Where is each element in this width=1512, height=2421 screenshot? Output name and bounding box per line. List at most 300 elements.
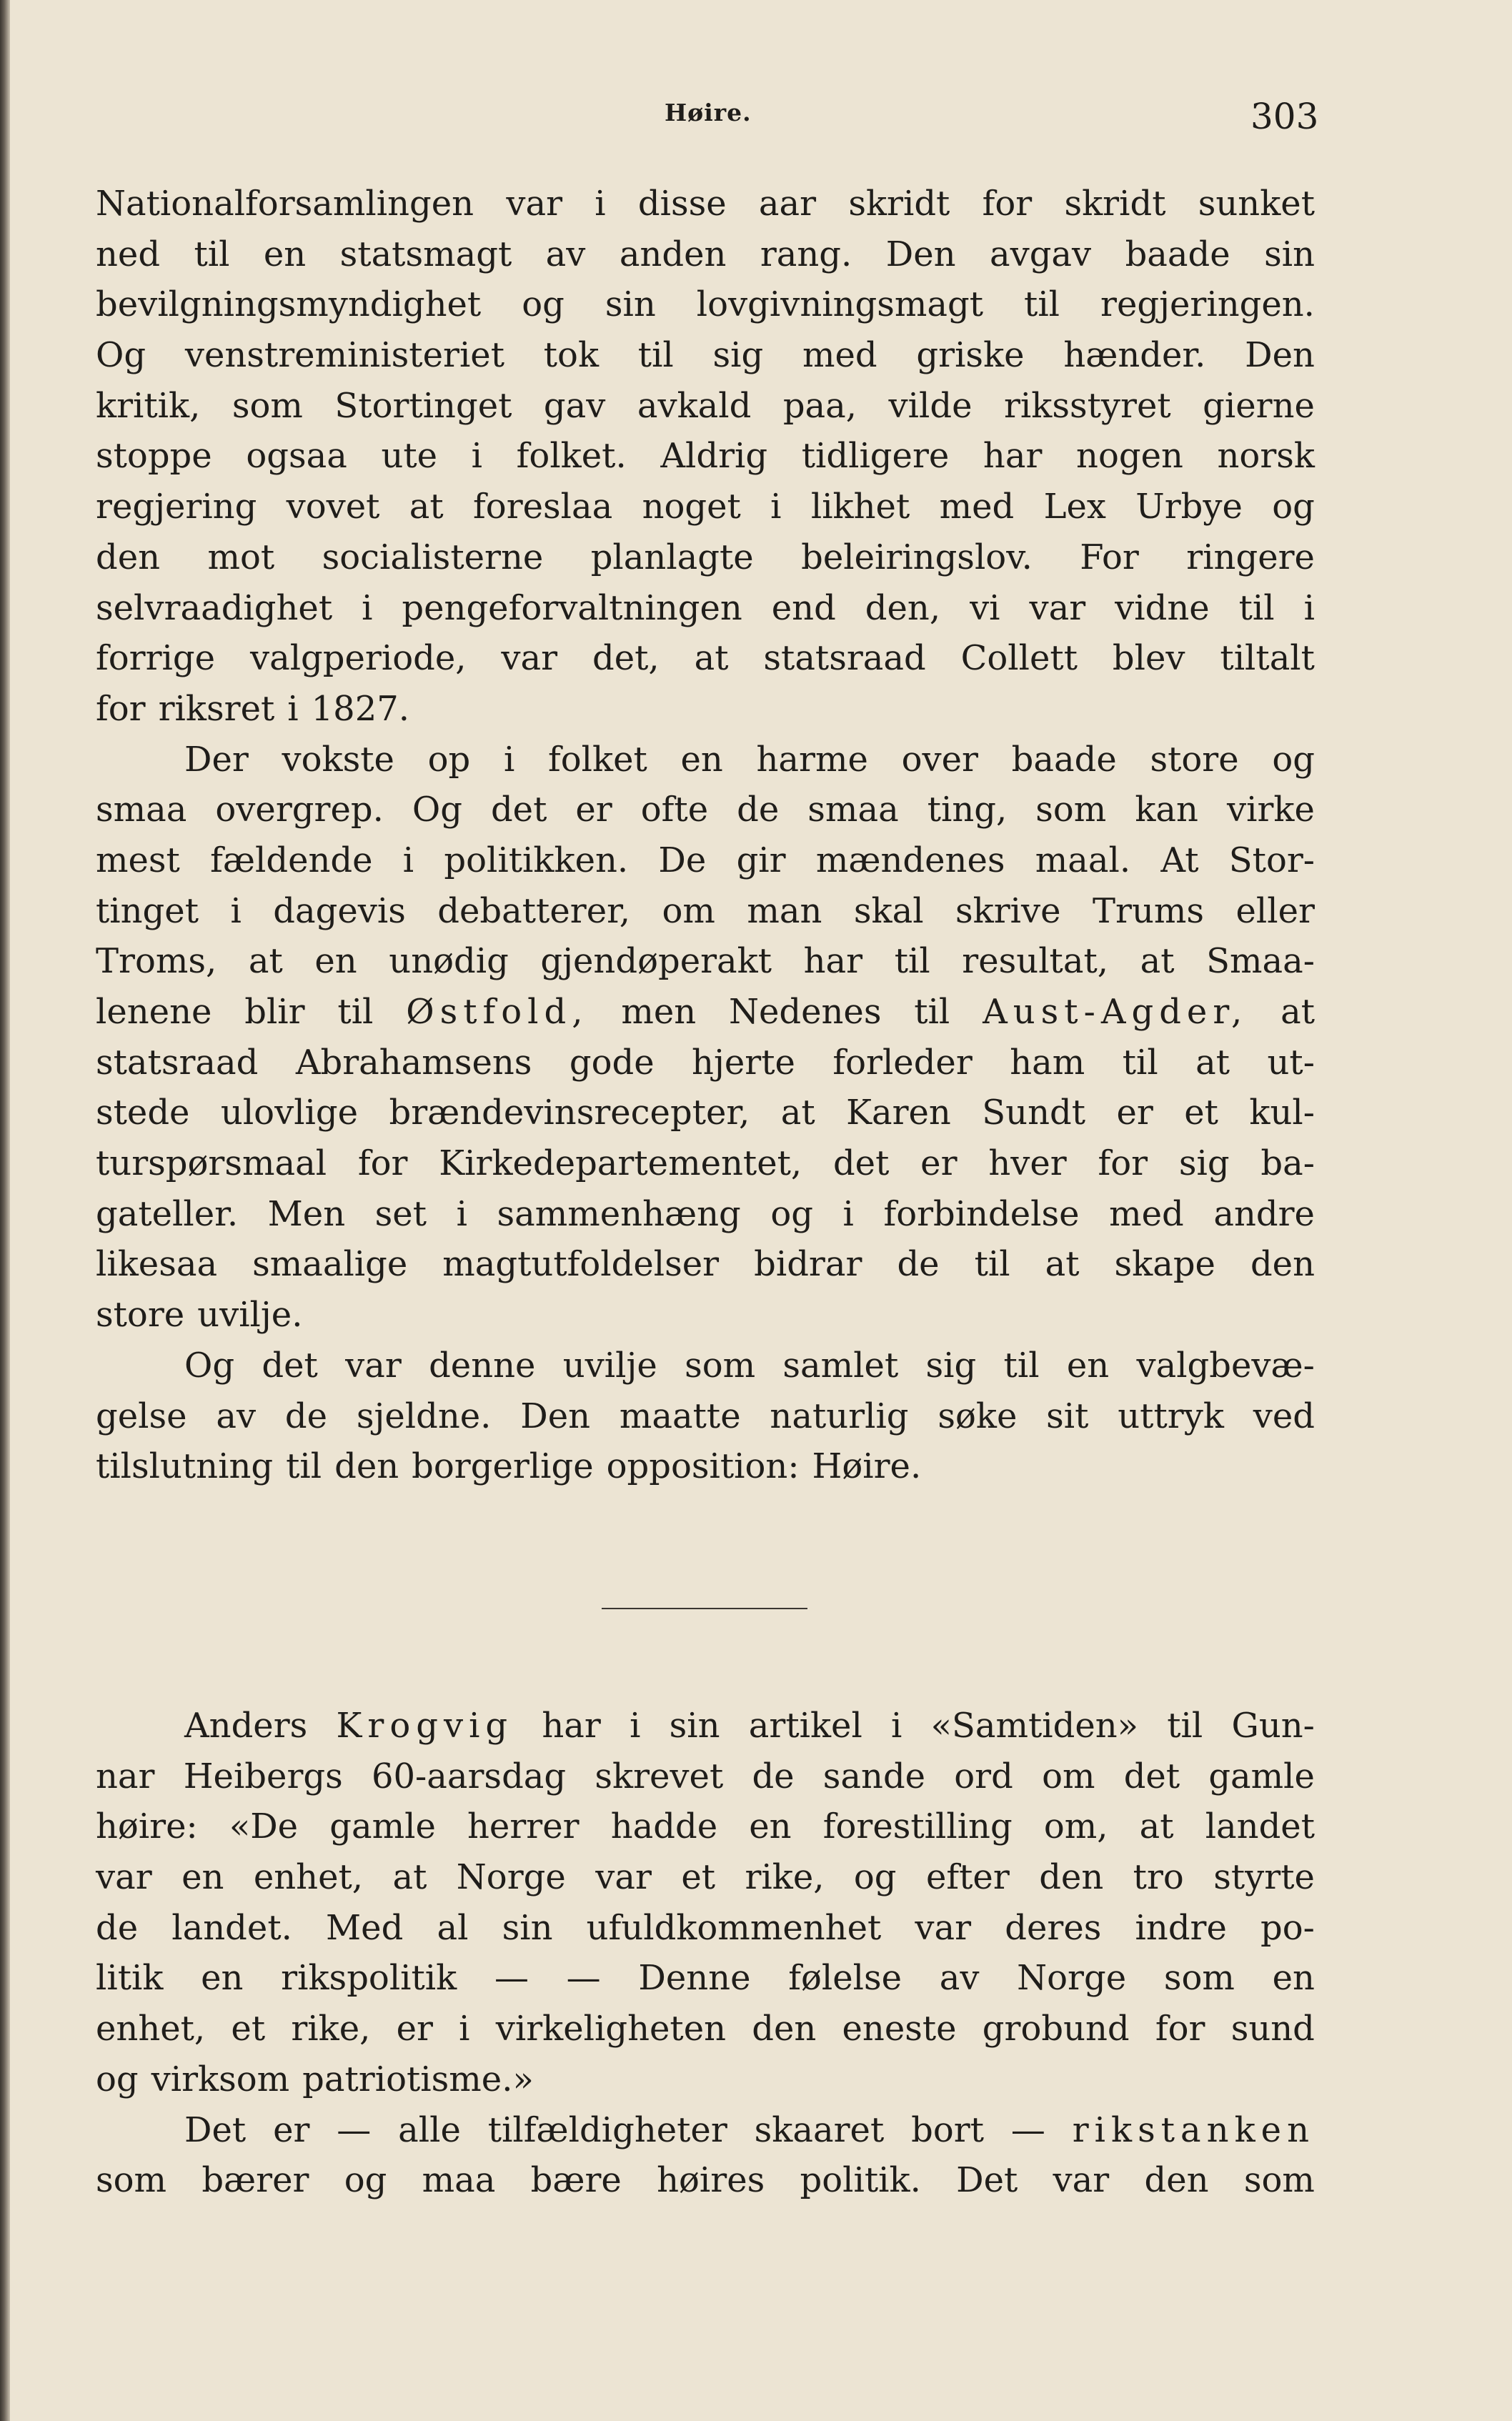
text-line — [96, 1391, 1315, 1442]
word: i — [770, 487, 782, 527]
word: smaalige — [252, 1244, 408, 1285]
word: maal. — [1035, 840, 1131, 880]
word: avkald — [637, 385, 752, 426]
word: følelse — [788, 1958, 902, 1999]
word: til — [286, 1446, 322, 1487]
word: enhet, — [253, 1857, 364, 1898]
word: hadde — [610, 1806, 718, 1847]
word: politik. — [800, 2160, 921, 2201]
text-line — [96, 1701, 1315, 1751]
word: ham — [1010, 1042, 1085, 1083]
word: ting, — [927, 790, 1008, 830]
word: er — [920, 1143, 958, 1184]
running-head — [0, 96, 1512, 141]
word: en — [181, 1857, 224, 1898]
word: at — [694, 638, 729, 679]
text-line — [96, 1290, 1315, 1341]
paragraph-4 — [96, 1701, 1315, 2105]
word: set — [374, 1193, 427, 1234]
word: Aldrig — [660, 436, 768, 477]
word: den — [1144, 2160, 1209, 2201]
word: for — [96, 688, 146, 729]
word: deres — [1005, 1907, 1102, 1948]
word: gode — [569, 1042, 655, 1083]
word: Med — [326, 1907, 404, 1948]
word: til — [1167, 1706, 1203, 1746]
word: i — [503, 739, 515, 780]
word: turspørsmaal — [96, 1143, 327, 1184]
word: indre — [1135, 1907, 1227, 1948]
word: skridt — [848, 184, 950, 224]
word: rike, — [291, 2009, 371, 2049]
word: blev — [1112, 638, 1185, 679]
word: i — [230, 890, 242, 931]
word: for — [982, 184, 1033, 224]
page-number: 303 — [1250, 96, 1319, 137]
word: sammenhæng — [497, 1193, 741, 1234]
word: og — [770, 1193, 813, 1234]
word: tilfældigheter — [487, 2109, 727, 2150]
word: men — [621, 992, 697, 1032]
word: Men — [267, 1193, 346, 1234]
text-line — [96, 2054, 1315, 2105]
word: disse — [637, 184, 727, 224]
word: var — [1029, 587, 1086, 628]
word: sunket — [1198, 184, 1315, 224]
text-line — [96, 482, 1315, 532]
word: de — [96, 1907, 139, 1948]
word: skrive — [955, 890, 1061, 931]
word: til — [914, 992, 950, 1032]
word: denne — [429, 1345, 536, 1386]
word: virksom — [151, 2059, 290, 2099]
word: ned — [96, 234, 161, 274]
word: var — [595, 1857, 652, 1898]
word: kan — [1135, 790, 1198, 830]
text-block-lower — [96, 1701, 1315, 2206]
word: sig — [712, 335, 764, 376]
word: politikken. — [444, 840, 629, 880]
word: smaa — [807, 790, 899, 830]
word: at — [409, 487, 444, 527]
word: Den — [1245, 335, 1315, 376]
word: Abrahamsens — [295, 1042, 532, 1083]
word: opposition: — [606, 1446, 800, 1487]
text-line — [96, 279, 1315, 330]
word: de — [737, 790, 780, 830]
word: at — [1139, 1806, 1174, 1847]
word: likesaa — [96, 1244, 218, 1285]
text-line — [96, 179, 1315, 229]
word: den — [752, 2009, 817, 2049]
word: det — [262, 1345, 318, 1386]
word: var — [915, 1907, 972, 1948]
word: mot — [207, 537, 275, 577]
word: uttryk — [1118, 1396, 1224, 1436]
word: riksret — [158, 688, 275, 729]
word: tinget — [96, 890, 199, 931]
text-line — [96, 1751, 1315, 1802]
word: som — [1035, 790, 1107, 830]
word: en — [314, 941, 357, 982]
word: gjendøperakt — [540, 941, 772, 982]
word: søke — [937, 1396, 1018, 1436]
word: borgerlige — [412, 1446, 594, 1487]
text-line — [96, 633, 1315, 684]
word: sin — [1264, 234, 1315, 274]
word: tok — [543, 335, 600, 376]
word: man — [747, 890, 822, 931]
word: ulovlige — [220, 1093, 359, 1133]
word: ord — [954, 1756, 1013, 1796]
word: paa, — [782, 385, 857, 426]
word: enhet, — [96, 2009, 206, 2049]
running-title: Høire. — [665, 99, 752, 126]
word: skrevet — [595, 1756, 724, 1796]
word: Krogvig — [336, 1706, 514, 1746]
word: gierne — [1203, 385, 1315, 426]
text-line — [96, 987, 1315, 1038]
text-block-upper — [96, 179, 1315, 1492]
word: som — [1163, 1958, 1235, 1999]
word: den, — [865, 587, 941, 628]
word: alle — [398, 2109, 461, 2150]
word: folket. — [516, 436, 627, 477]
word: beleiringslov. — [801, 537, 1033, 577]
word: Norge — [456, 1857, 566, 1898]
text-line — [96, 886, 1315, 937]
word: dagevis — [273, 890, 406, 931]
word: i — [456, 1193, 467, 1234]
word: riksstyret — [1003, 385, 1171, 426]
word: i — [459, 2009, 470, 2049]
word: var — [1053, 2160, 1110, 2201]
word: rang. — [760, 234, 852, 274]
word: — — [566, 1958, 601, 1999]
word: høire: — [96, 1806, 198, 1847]
word: sund — [1230, 2009, 1315, 2049]
word: gir — [736, 840, 786, 880]
text-line — [96, 785, 1315, 835]
word: styrte — [1213, 1857, 1315, 1898]
word: var — [501, 638, 558, 679]
word: nar — [96, 1756, 155, 1796]
word: hjerte — [692, 1042, 795, 1083]
word: folket — [548, 739, 647, 780]
word: var — [96, 1857, 152, 1898]
word: den — [1039, 1857, 1104, 1898]
word: skaaret — [754, 2109, 885, 2150]
word: en — [1066, 1345, 1110, 1386]
word: harme — [756, 739, 868, 780]
word: at — [1195, 1042, 1230, 1083]
word: bærer — [202, 2160, 309, 2201]
word: Og — [96, 335, 146, 376]
word: baade — [1011, 739, 1117, 780]
binding-edge — [0, 0, 10, 2421]
word: vilde — [888, 385, 973, 426]
word: Denne — [638, 1958, 751, 1999]
paragraph-5 — [96, 2105, 1315, 2206]
text-line — [96, 330, 1315, 381]
word: er — [575, 790, 612, 830]
word: for — [1155, 2009, 1205, 2049]
word: som — [232, 385, 303, 426]
word: skridt — [1064, 184, 1166, 224]
word: kul- — [1249, 1093, 1315, 1133]
word: Den — [885, 234, 956, 274]
word: Den — [520, 1396, 591, 1436]
word: store — [1150, 739, 1239, 780]
word: de — [284, 1396, 328, 1436]
word: Collett — [960, 638, 1078, 679]
word: ba- — [1260, 1143, 1315, 1184]
word: i — [402, 840, 414, 880]
word: av — [216, 1396, 257, 1436]
word: — — [494, 1958, 529, 1999]
word: valgperiode, — [249, 638, 467, 679]
text-line — [96, 684, 1315, 735]
word: gamle — [329, 1806, 436, 1847]
text-line — [96, 2105, 1315, 2156]
word: Stor- — [1228, 840, 1315, 880]
word: statsraad — [96, 1042, 259, 1083]
word: resultat, — [962, 941, 1108, 982]
paragraph-2 — [96, 735, 1315, 1341]
word: den — [1250, 1244, 1315, 1285]
word: al — [437, 1907, 469, 1948]
word: sit — [1046, 1396, 1089, 1436]
word: og — [1272, 739, 1315, 780]
word: uvilje — [562, 1345, 657, 1386]
word: var — [345, 1345, 402, 1386]
word: har — [983, 436, 1043, 477]
word: og — [1272, 487, 1315, 527]
word: forleder — [832, 1042, 973, 1083]
word: til — [1003, 1345, 1040, 1386]
word: til — [894, 941, 930, 982]
text-line — [96, 1441, 1315, 1492]
word: «De — [229, 1806, 299, 1847]
word: virke — [1226, 790, 1315, 830]
word: Urbye — [1135, 487, 1243, 527]
word: et — [231, 2009, 266, 2049]
word: — — [1010, 2109, 1045, 2150]
word: anden — [619, 234, 727, 274]
word: gateller. — [96, 1193, 239, 1234]
word: over — [901, 739, 978, 780]
word: at — [1045, 1244, 1080, 1285]
word: ringere — [1186, 537, 1315, 577]
word: brændevinsrecepter, — [389, 1093, 750, 1133]
word: hænder. — [1063, 335, 1206, 376]
word: til — [337, 992, 374, 1032]
section-divider — [602, 1608, 807, 1609]
word: i — [842, 1193, 854, 1234]
word: og — [522, 284, 564, 325]
word: og — [853, 1857, 897, 1898]
word: artikel — [748, 1706, 862, 1746]
word: vidne — [1115, 587, 1210, 628]
word: det — [1123, 1756, 1180, 1796]
word: tilslutning — [96, 1446, 274, 1487]
word: Nedenes — [728, 992, 882, 1032]
text-line — [96, 431, 1315, 482]
word: en — [1272, 1958, 1315, 1999]
word: ved — [1253, 1396, 1315, 1436]
word: likhet — [810, 487, 910, 527]
word: for — [357, 1143, 408, 1184]
word: magtutfoldelser — [442, 1244, 720, 1285]
word: sig — [1178, 1143, 1230, 1184]
word: andre — [1213, 1193, 1315, 1234]
word: baade — [1125, 234, 1230, 274]
word: ogsaa — [246, 436, 347, 477]
word: vi — [970, 587, 1000, 628]
word: sande — [822, 1756, 926, 1796]
paragraph-1 — [96, 179, 1315, 735]
word: det, — [592, 638, 660, 679]
word: landet — [1205, 1806, 1315, 1847]
word: en — [201, 1958, 244, 1999]
word: sjeldne. — [356, 1396, 492, 1436]
word: pengeforvaltningen — [402, 587, 742, 628]
word: vovet — [286, 487, 380, 527]
word: herrer — [467, 1806, 580, 1847]
text-line — [96, 735, 1315, 785]
word: forbindelse — [883, 1193, 1080, 1234]
word: Trums — [1093, 890, 1205, 931]
word: i — [362, 587, 373, 628]
word: i — [630, 1706, 641, 1746]
word: gelse — [96, 1396, 187, 1436]
text-line — [96, 1852, 1315, 1903]
word: i — [891, 1706, 902, 1746]
text-line — [96, 835, 1315, 886]
word: Det — [956, 2160, 1018, 2201]
word: tro — [1133, 1857, 1184, 1898]
word: nogen — [1076, 436, 1183, 477]
word: en — [749, 1806, 792, 1847]
word: til — [974, 1244, 1010, 1285]
word: «Samtiden» — [930, 1706, 1139, 1746]
text-line — [96, 1189, 1315, 1240]
word: Troms, — [96, 941, 217, 982]
text-line — [96, 532, 1315, 583]
word: lovgivningsmagt — [696, 284, 984, 325]
text-line — [96, 1903, 1315, 1954]
word: virkeligheten — [495, 2009, 727, 2049]
word: forestilling — [822, 1806, 1013, 1847]
word: Høire. — [812, 1446, 922, 1487]
word: overgrep. — [215, 790, 384, 830]
word: smaa — [96, 790, 187, 830]
word: med — [939, 487, 1015, 527]
word: vokste — [282, 739, 394, 780]
word: stede — [96, 1093, 190, 1133]
text-line — [96, 1239, 1315, 1290]
word: ofte — [640, 790, 709, 830]
word: at — [780, 1093, 815, 1133]
text-line — [96, 229, 1315, 280]
word: at — [248, 941, 283, 982]
word: en — [263, 234, 307, 274]
word: for — [1098, 1143, 1148, 1184]
word: en — [680, 739, 723, 780]
word: griske — [916, 335, 1025, 376]
word: regjering — [96, 487, 257, 527]
word: er — [1116, 1093, 1153, 1133]
text-line — [96, 1953, 1315, 2004]
word: socialisterne — [322, 537, 544, 577]
word: av — [939, 1958, 980, 1999]
word: til — [1122, 1042, 1158, 1083]
word: det — [832, 1143, 890, 1184]
word: Smaa- — [1206, 941, 1315, 982]
word: ut- — [1267, 1042, 1315, 1083]
word: tiltalt — [1220, 638, 1315, 679]
word: — — [337, 2109, 372, 2150]
word: Og — [184, 1345, 235, 1386]
word: gamle — [1208, 1756, 1315, 1796]
word: Stortinget — [334, 385, 512, 426]
word: Østfold, — [406, 992, 589, 1032]
word: unødig — [389, 941, 509, 982]
word: rikstanken — [1072, 2109, 1315, 2150]
word: debatterer, — [437, 890, 631, 931]
word: om, — [1043, 1806, 1108, 1847]
word: ufuldkommenhet — [586, 1907, 882, 1948]
word: Lex — [1043, 487, 1106, 527]
word: at — [392, 1857, 427, 1898]
word: avgav — [989, 234, 1092, 274]
word: mændenes — [815, 840, 1005, 880]
word: For — [1080, 537, 1139, 577]
word: selvraadighet — [96, 587, 333, 628]
word: eller — [1235, 890, 1315, 931]
word: om — [662, 890, 715, 931]
word: efter — [925, 1857, 1010, 1898]
word: mest — [96, 840, 180, 880]
word: har — [803, 941, 863, 982]
word: i — [287, 688, 299, 729]
word: valgbevæ- — [1136, 1345, 1315, 1386]
word: at — [1280, 992, 1315, 1032]
word: norsk — [1217, 436, 1315, 477]
word: er — [396, 2009, 433, 2049]
word: patriotisme.» — [302, 2059, 534, 2099]
word: noget — [642, 487, 741, 527]
word: statsmagt — [339, 234, 512, 274]
text-line — [96, 381, 1315, 432]
word: Sundt — [982, 1093, 1086, 1133]
word: tidligere — [801, 436, 950, 477]
word: 1827. — [311, 688, 410, 729]
word: Og — [412, 790, 462, 830]
text-line — [96, 1088, 1315, 1138]
word: et — [681, 1857, 716, 1898]
text-line — [96, 2004, 1315, 2054]
word: sig — [925, 1345, 977, 1386]
word: Anders — [184, 1706, 308, 1746]
word: Heibergs — [183, 1756, 343, 1796]
word: litik — [96, 1958, 164, 1999]
word: sin — [669, 1706, 720, 1746]
word: de — [752, 1756, 795, 1796]
word: og — [96, 2059, 139, 2099]
word: rikspolitik — [281, 1958, 457, 1999]
word: den — [96, 537, 161, 577]
